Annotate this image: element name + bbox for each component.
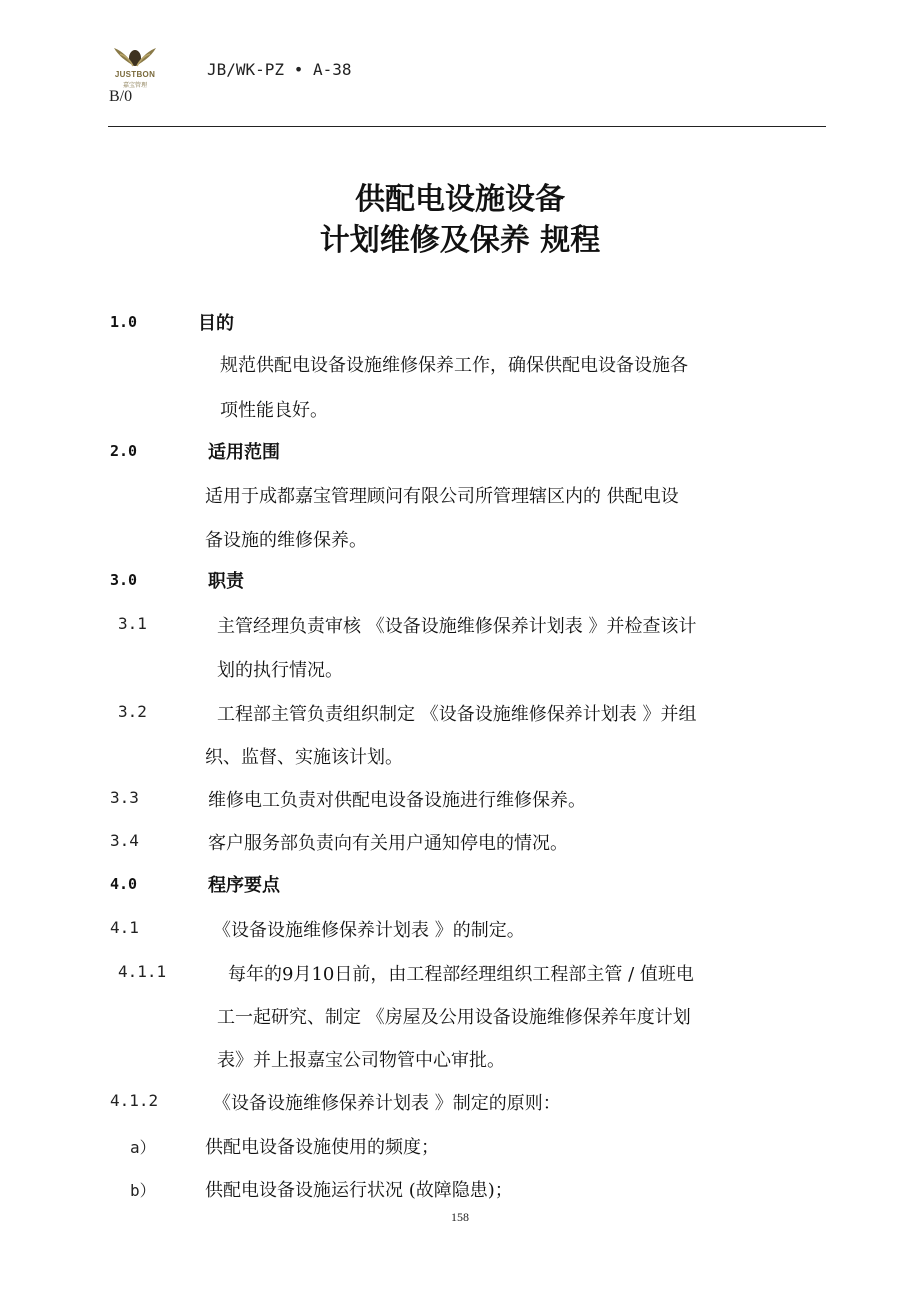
item-3-2-number: 3.2 [118, 702, 147, 721]
item-3-3-number: 3.3 [110, 788, 139, 807]
item-3-1-line2: 划的执行情况。 [217, 660, 343, 681]
section-3-title: 职责 [208, 571, 244, 592]
section-1-text-line1: 规范供配电设备设施维修保养工作，确保供配电设备设施各 [220, 355, 688, 376]
item-a-line1: 供配电设备设施使用的频度； [205, 1137, 439, 1158]
section-3-number: 3.0 [110, 571, 138, 589]
item-3-2-line2: 织、监督、实施该计划。 [205, 747, 403, 768]
section-1-text-line2: 项性能良好。 [220, 400, 328, 421]
logo-text-en: JUSTBON [114, 70, 156, 79]
document-number: JB/WK-PZ • A-38 [207, 60, 352, 79]
item-b-label: b） [130, 1181, 156, 1200]
section-1-title: 目的 [198, 313, 234, 334]
item-b-line1: 供配电设备设施运行状况 (故障隐患)； [205, 1180, 513, 1201]
item-4-1-1-line1: 每年的9月10日前，由工程部经理组织工程部主管 / 值班电 [228, 964, 694, 985]
document-version: B/0 [109, 88, 133, 105]
document-title-line2: 计划维修及保养 规程 [319, 223, 601, 258]
item-4-1-1-line3: 表》并上报嘉宝公司物管中心审批。 [217, 1050, 505, 1071]
section-4-number: 4.0 [110, 875, 138, 893]
item-4-1-2-line1: 《设备设施维修保养计划表 》制定的原则： [213, 1093, 561, 1114]
logo-emblem-icon [110, 46, 160, 70]
item-3-2-line1: 工程部主管负责组织制定 《设备设施维修保养计划表 》并组 [217, 704, 697, 725]
section-2-number: 2.0 [110, 442, 138, 460]
section-1-number: 1.0 [110, 313, 138, 331]
item-3-1-number: 3.1 [118, 614, 147, 633]
item-4-1-2-number: 4.1.2 [110, 1091, 159, 1110]
document-title-line1: 供配电设施设备 [355, 182, 565, 217]
justbon-logo [108, 46, 166, 94]
item-3-4-number: 3.4 [110, 831, 139, 850]
item-3-3-line1: 维修电工负责对供配电设备设施进行维修保养。 [208, 790, 586, 811]
item-4-1-1-line2: 工一起研究、制定 《房屋及公用设备设施维修保养年度计划 [217, 1007, 691, 1028]
item-3-1-line1: 主管经理负责审核 《设备设施维修保养计划表 》并检查该计 [217, 616, 697, 637]
item-4-1-number: 4.1 [110, 918, 139, 937]
item-3-4-line1: 客户服务部负责向有关用户通知停电的情况。 [208, 833, 568, 854]
item-a-label: a） [130, 1138, 156, 1157]
section-2-title: 适用范围 [208, 442, 280, 463]
section-2-text-line2: 备设施的维修保养。 [205, 530, 367, 551]
header-divider [108, 126, 826, 127]
page-number: 158 [451, 1210, 469, 1224]
section-2-text-line1: 适用于成都嘉宝管理顾问有限公司所管理辖区内的 供配电设 [205, 486, 679, 507]
item-4-1-1-number: 4.1.1 [118, 962, 167, 981]
section-4-title: 程序要点 [208, 875, 280, 896]
logo-text-cn: 嘉宝管理 [122, 82, 147, 89]
item-4-1-line1: 《设备设施维修保养计划表 》的制定。 [213, 920, 525, 941]
